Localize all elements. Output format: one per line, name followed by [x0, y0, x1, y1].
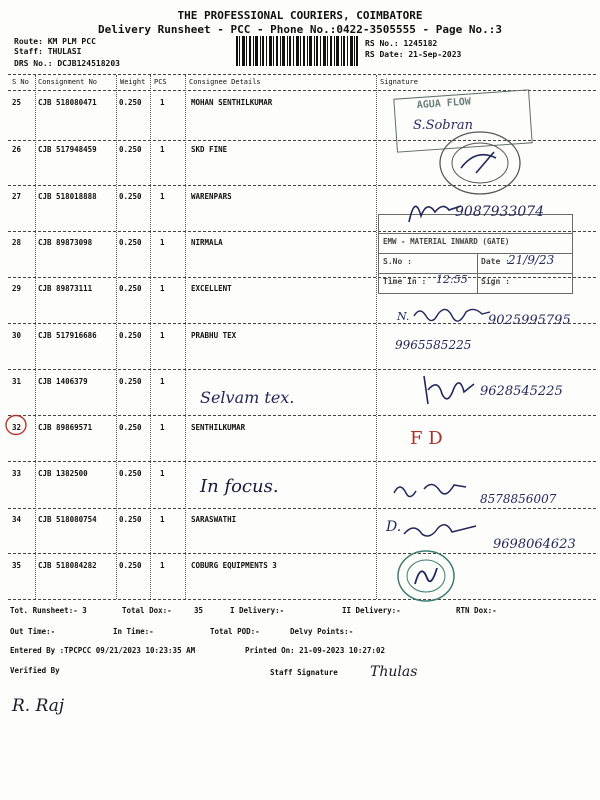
total-runsheet: Tot. Runsheet:- 3 — [10, 606, 87, 615]
signature-scribble — [400, 518, 480, 542]
row-consignee: SARASWATHI — [191, 515, 237, 524]
rs-number: RS No.: 1245182 — [365, 39, 438, 48]
row-weight: 0.250 — [119, 469, 142, 478]
company-title: THE PROFESSIONAL COURIERS, COIMBATORE — [177, 9, 423, 22]
stamp-date-label: Date : — [481, 257, 510, 266]
stamp-sign-label: Sign : — [481, 277, 510, 286]
runsheet-title: Delivery Runsheet - PCC - Phone No.:0422-3505555 - Page No.:3 — [98, 23, 502, 36]
verified-signature-scrawl: R. Raj — [12, 696, 65, 716]
col-header-consignee: Consignee Details — [189, 78, 261, 86]
row-rule — [8, 553, 596, 554]
row-pcs: 1 — [160, 238, 165, 247]
verified-by-label: Verified By — [10, 666, 60, 675]
row-sno: 28 — [12, 238, 22, 247]
drs-number: DRS No.: DCJB124518203 — [14, 59, 120, 68]
signature-scribble — [405, 192, 465, 228]
entered-by: Entered By :TPCPCC 09/21/2023 10:23:35 AM — [10, 646, 196, 655]
row-sno: 32 — [12, 423, 22, 432]
handwritten-date: 21/9/23 — [508, 253, 555, 267]
i-delivery-label: I Delivery:- — [230, 606, 285, 615]
row-pcs: 1 — [160, 98, 165, 107]
row-pcs: 1 — [160, 145, 165, 154]
signature-scribble — [390, 475, 470, 505]
row-weight: 0.250 — [119, 192, 142, 201]
barcode-image — [236, 36, 358, 66]
row-consignee: EXCELLENT — [191, 284, 232, 293]
in-time-label: In Time:- — [113, 627, 154, 636]
row-consignment: CJB 518080754 — [38, 515, 97, 524]
col-divider — [185, 75, 186, 599]
row-pcs: 1 — [160, 377, 165, 386]
row-rule — [8, 415, 596, 416]
row-rule — [8, 461, 596, 462]
col-header-weight: Weight — [120, 78, 146, 86]
staff-label: Staff: THULASI — [14, 47, 82, 56]
row-sno: 29 — [12, 284, 22, 293]
stamp-emw-title: EMW - MATERIAL INWARD (GATE) — [383, 237, 510, 246]
row-consignment: CJB 518084282 — [38, 561, 97, 570]
row-sno: 33 — [12, 469, 22, 478]
row-consignment: CJB 1406379 — [38, 377, 88, 386]
rs-date: RS Date: 21-Sep-2023 — [365, 50, 462, 59]
row-rule — [8, 369, 596, 370]
staff-signature-scrawl: Thulas — [370, 664, 418, 680]
handwritten-phone-3: 9965585225 — [395, 338, 472, 352]
total-pod-label: Total POD:- — [210, 627, 260, 636]
printed-on: Printed On: 21-09-2023 10:27:02 — [245, 646, 385, 655]
col-divider — [116, 75, 117, 599]
row-sno: 25 — [12, 98, 22, 107]
row-consignment: CJB 1382500 — [38, 469, 88, 478]
out-time-label: Out Time:- — [10, 627, 56, 636]
col-divider — [150, 75, 151, 599]
stamp-agua-flow: AGUA FLOW — [416, 96, 472, 112]
row-consignee: COBURG EQUIPMENTS 3 — [191, 561, 277, 570]
col-divider — [35, 75, 36, 599]
total-dox-value: 35 — [194, 606, 204, 615]
row-pcs: 1 — [160, 331, 165, 340]
handwritten-d-sign: D. — [386, 519, 402, 535]
header-top-rule — [8, 74, 596, 75]
row-weight: 0.250 — [119, 238, 142, 247]
route-label: Route: KM PLM PCC — [14, 37, 96, 46]
row-weight: 0.250 — [119, 145, 142, 154]
row-weight: 0.250 — [119, 284, 142, 293]
row-sno: 26 — [12, 145, 22, 154]
row-consignee: SENTHILKUMAR — [191, 423, 246, 432]
row-consignment: CJB 517948459 — [38, 145, 97, 154]
row-weight: 0.250 — [119, 331, 142, 340]
signature-scribble — [412, 302, 492, 324]
handwritten-phone-6: 9698064623 — [493, 537, 576, 552]
row-consignee: NIRMALA — [191, 238, 223, 247]
staff-signature-label: Staff Signature — [270, 668, 338, 677]
table-bottom-rule — [8, 599, 596, 600]
delvy-points-label: Delvy Points:- — [290, 627, 354, 636]
row-consignment: CJB 518080471 — [38, 98, 97, 107]
rtn-dox-label: RTN Dox:- — [456, 606, 497, 615]
row-pcs: 1 — [160, 469, 165, 478]
handwritten-n-sign: N. — [397, 310, 410, 323]
row-sno: 30 — [12, 331, 22, 340]
col-header-consignment: Consignment No — [38, 78, 98, 86]
col-header-sno: S No — [12, 78, 29, 86]
row-consignee: PRABHU TEX — [191, 331, 237, 340]
col-divider — [376, 75, 377, 599]
row-consignment: CJB 89869571 — [38, 423, 93, 432]
stamp-sno-label: S.No : — [383, 257, 412, 266]
round-seal-stamp — [436, 128, 524, 198]
handwritten-consignee-33: In focus. — [200, 476, 279, 497]
row-sno: 35 — [12, 561, 22, 570]
handwritten-consignee-31: Selvam tex. — [200, 388, 295, 407]
total-dox-label: Total Dox:- — [122, 606, 172, 615]
row-pcs: 1 — [160, 192, 165, 201]
row-weight: 0.250 — [119, 98, 142, 107]
row-weight: 0.250 — [119, 377, 142, 386]
row-sno: 34 — [12, 515, 22, 524]
row-weight: 0.250 — [119, 515, 142, 524]
handwritten-phone-1: 9087933074 — [455, 204, 545, 220]
handwritten-fd: F D — [410, 428, 443, 449]
ii-delivery-label: II Delivery:- — [342, 606, 401, 615]
row-consignment: CJB 89873111 — [38, 284, 93, 293]
row-sno: 27 — [12, 192, 22, 201]
handwritten-time-in: 12:55 — [436, 273, 468, 286]
company-round-seal — [395, 548, 457, 604]
row-consignee: MOHAN SENTHILKUMAR — [191, 98, 273, 107]
row-consignment: CJB 518018888 — [38, 192, 97, 201]
row-pcs: 1 — [160, 515, 165, 524]
handwritten-phone-5: 8578856007 — [480, 492, 557, 506]
handwritten-phone-2: 9025995795 — [488, 313, 571, 328]
col-header-pcs: PCS — [154, 78, 167, 86]
row-sno: 31 — [12, 377, 22, 386]
handwritten-sobran: S.Sobran — [413, 118, 473, 133]
row-weight: 0.250 — [119, 423, 142, 432]
handwritten-phone-4: 9628545225 — [480, 384, 563, 399]
row-weight: 0.250 — [119, 561, 142, 570]
row-consignment: CJB 517916686 — [38, 331, 97, 340]
row-consignment: CJB 89873098 — [38, 238, 93, 247]
row-pcs: 1 — [160, 284, 165, 293]
row-rule — [8, 508, 596, 509]
row-consignee: WARENPARS — [191, 192, 232, 201]
row-consignee: SKD FINE — [191, 145, 228, 154]
row-pcs: 1 — [160, 561, 165, 570]
signature-scribble — [420, 372, 476, 408]
col-header-signature: Signature — [380, 78, 418, 86]
row-pcs: 1 — [160, 423, 165, 432]
stamp-time-in-label: Time In : — [383, 277, 427, 286]
